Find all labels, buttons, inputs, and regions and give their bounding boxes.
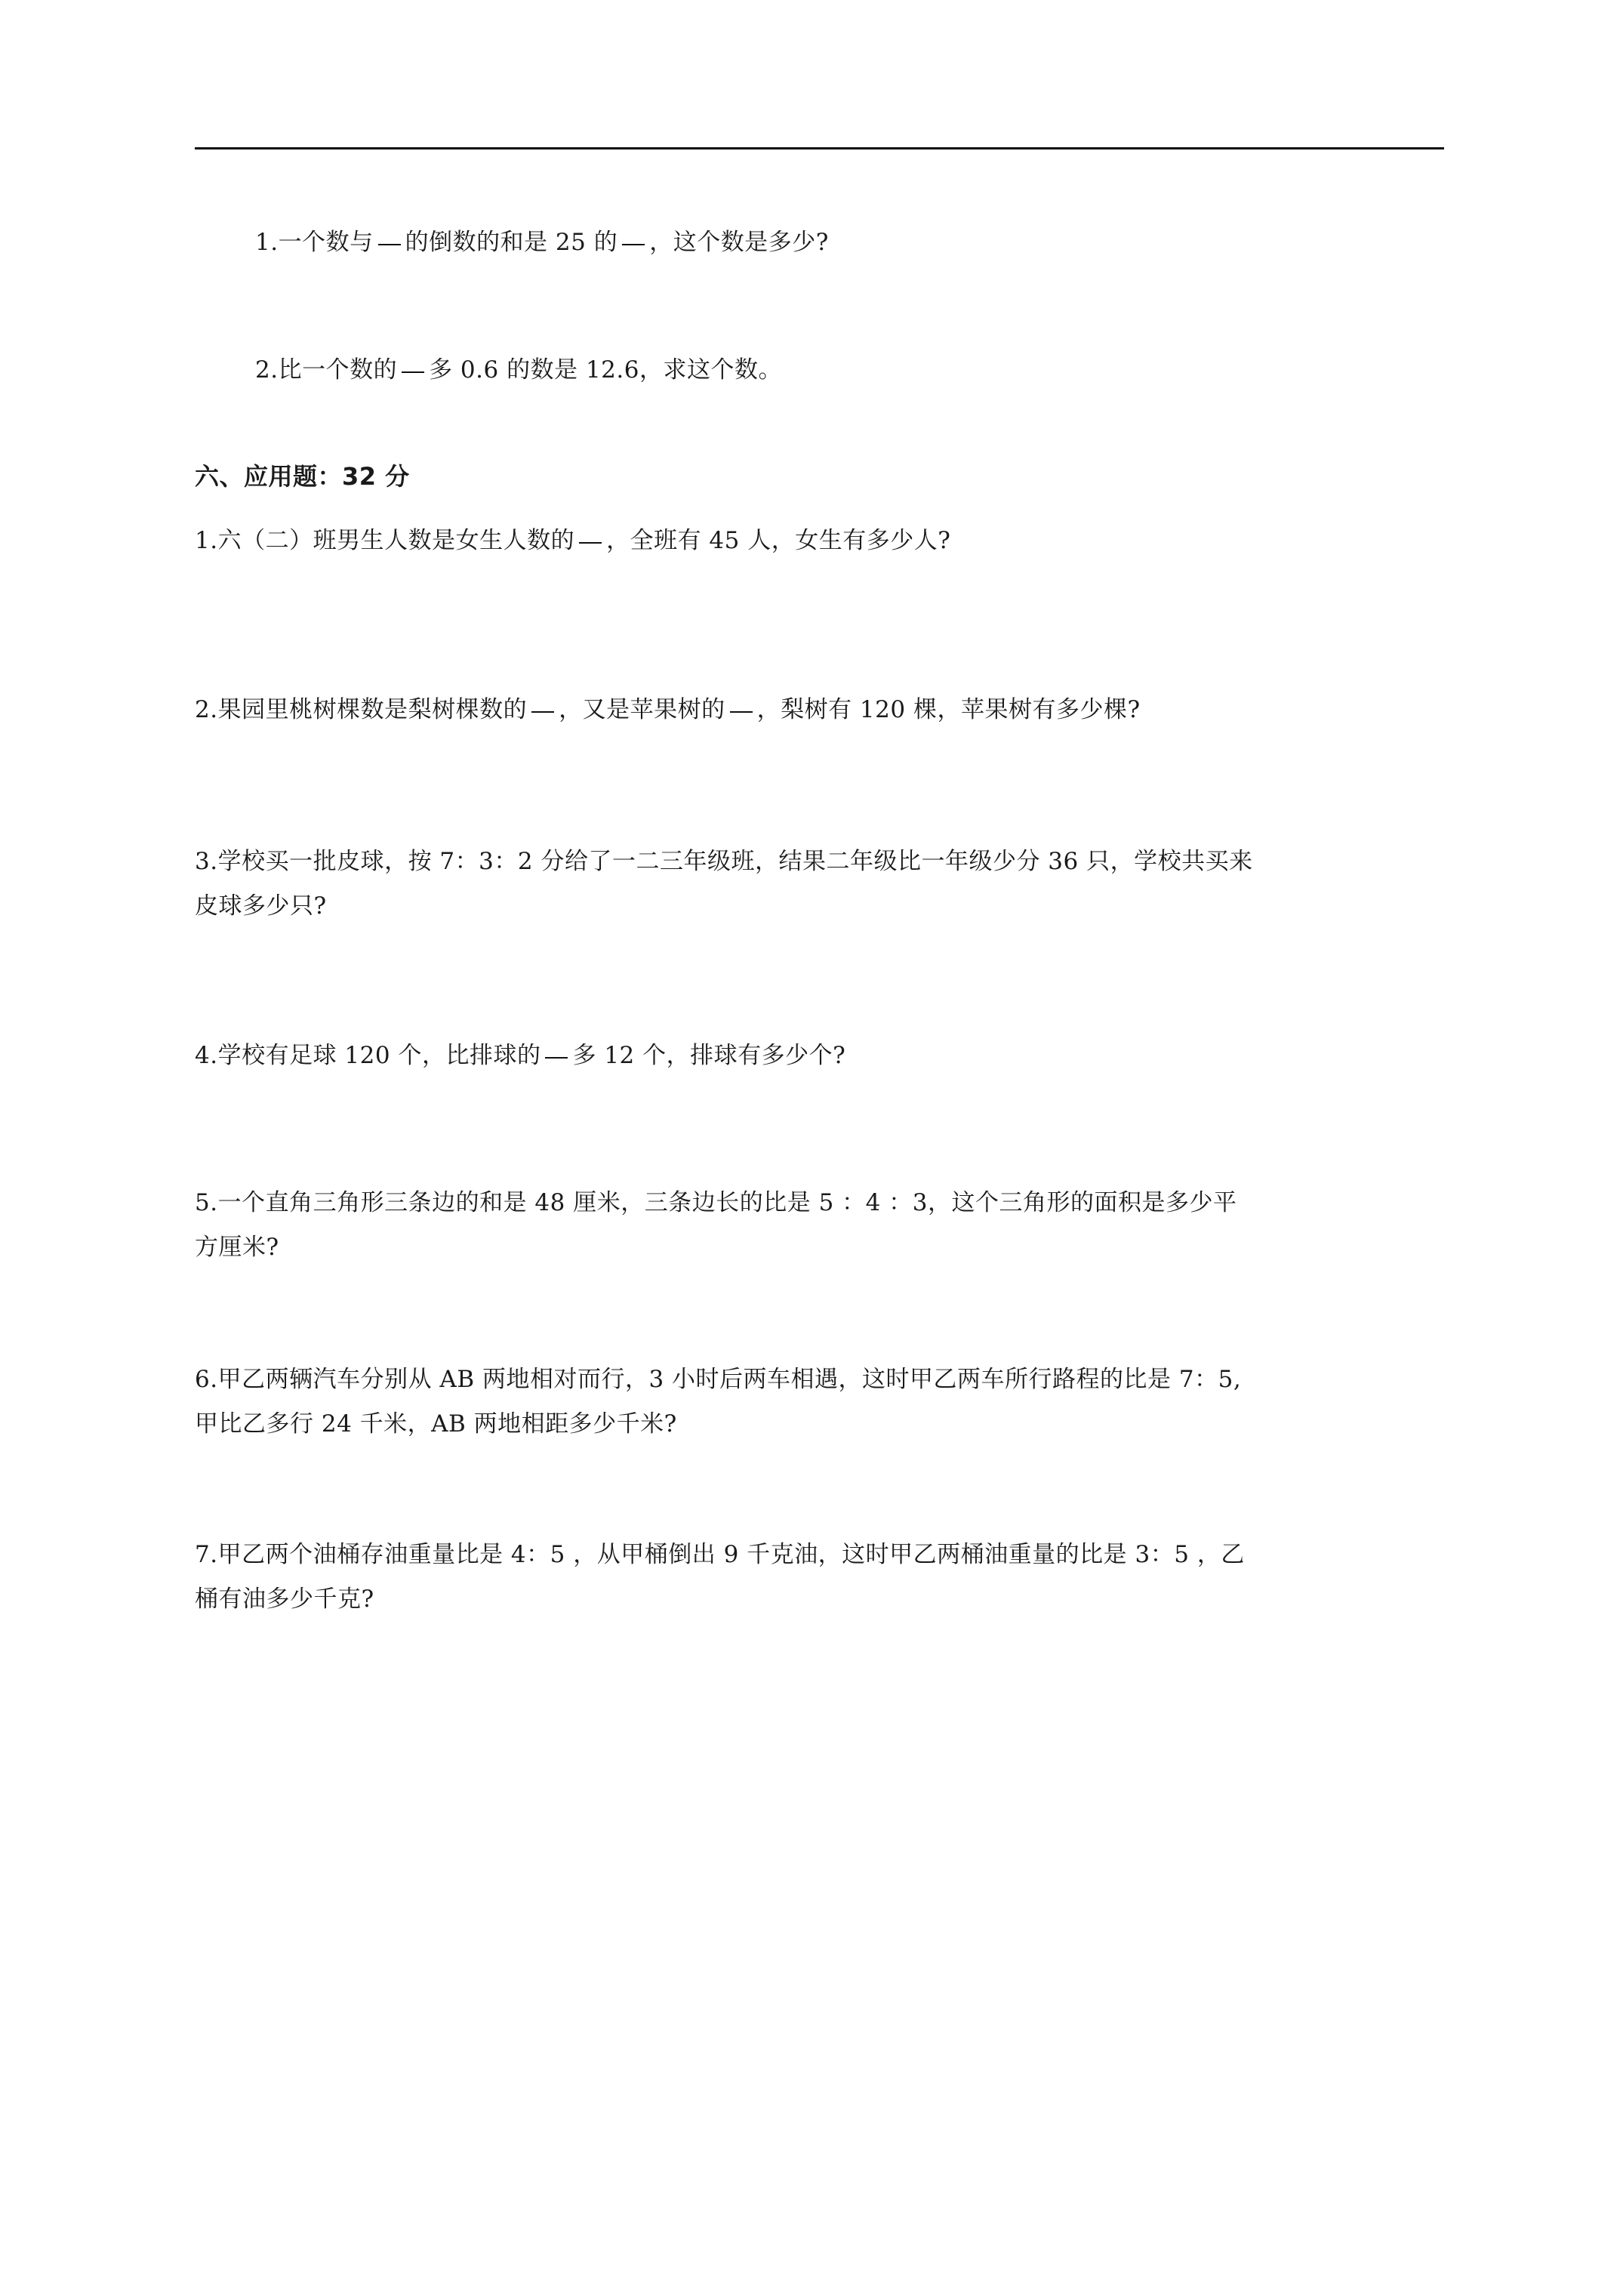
fraction-blank [622, 244, 645, 245]
problem-2 [195, 692, 1141, 727]
problem-5-line-1: 5.一个直角三角形三条边的和是 48 厘米，三条边长的比是 5 ：4 ：3，这个三角形的面积是多少平 [195, 1189, 1237, 1216]
problem-2-text-c: ，梨树有 120 棵，苹果树有多少棵? [756, 696, 1141, 723]
header-rule [195, 147, 1444, 149]
fraction-blank [579, 542, 602, 544]
problem-1-text-b: ，全班有 45 人，女生有多少人? [606, 527, 951, 554]
problem-1 [195, 523, 950, 558]
problem-4-text-a: 4.学校有足球 120 个，比排球的 [195, 1042, 541, 1069]
fraction-blank [545, 1057, 568, 1059]
problem-1-text-a: 1.六（二）班男生人数是女生人数的 [195, 527, 575, 554]
fraction-blank [378, 244, 401, 245]
exercise-question-1-text-b: 的倒数的和是 25 的 [405, 229, 618, 256]
problem-2-text-a: 2.果园里桃树棵数是梨树棵数的 [195, 696, 528, 723]
problem-6-line-2: 甲比乙多行 24 千米，AB 两地相距多少千米? [195, 1410, 677, 1438]
exercise-question-1-text-a: 1.一个数与 [255, 229, 374, 256]
exercise-question-2 [255, 353, 782, 387]
exercise-question-2-text-a: 2.比一个数的 [255, 356, 398, 384]
problem-2-text-b: ，又是苹果树的 [559, 696, 725, 723]
problem-7-line-1: 7.甲乙两个油桶存油重量比是 4：5 ，从甲桶倒出 9 千克油，这时甲乙两桶油重量的比是 3：5 ，乙 [195, 1541, 1245, 1568]
fraction-blank [730, 711, 753, 713]
problem-4 [195, 1038, 845, 1073]
problem-3-line-1: 3.学校买一批皮球，按 7：3：2 分给了一二三年级班，结果二年级比一年级少分 36 只，学校共买来 [195, 848, 1253, 875]
fraction-blank [402, 371, 424, 373]
problem-5-line-2: 方厘米? [195, 1234, 279, 1261]
fraction-blank [531, 711, 554, 713]
exercise-question-1-text-c: ，这个数是多少? [649, 229, 829, 256]
section-heading: 六、应用题：32 分 [195, 462, 410, 491]
exercise-question-1 [255, 225, 829, 260]
problem-7-line-2: 桶有油多少千克? [195, 1586, 374, 1613]
exercise-question-2-text-b: 多 0.6 的数是 12.6，求这个数。 [429, 356, 782, 384]
problem-3-line-2: 皮球多少只? [195, 892, 327, 920]
problem-4-text-b: 多 12 个，排球有多少个? [572, 1042, 846, 1069]
problem-6-line-1: 6.甲乙两辆汽车分别从 AB 两地相对而行，3 小时后两车相遇，这时甲乙两车所行路程的比是 7：5, [195, 1366, 1242, 1393]
